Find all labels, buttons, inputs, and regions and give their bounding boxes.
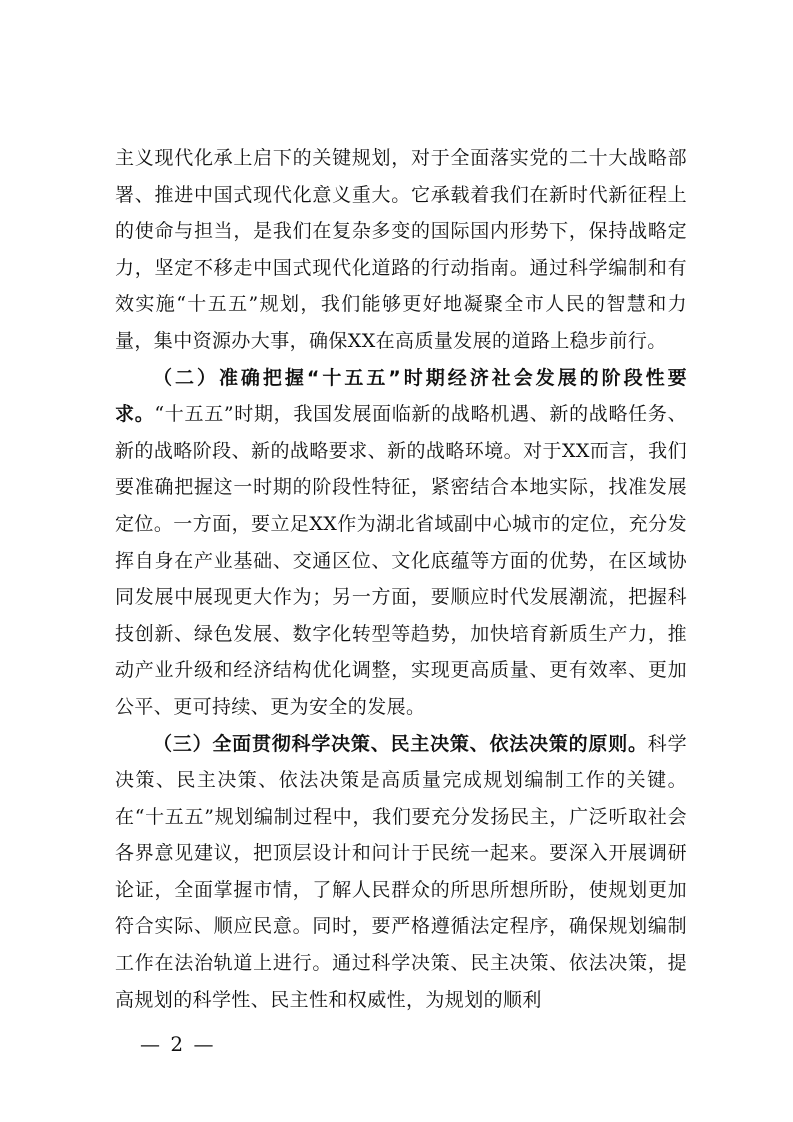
paragraph-text: “十五五”时期，我国发展面临新的战略机遇、新的战略任务、新的战略阶段、新的战略要求、新的战略环境。对于XX而言，我们要准确把握这一时期的阶段性特征，紧密结合本地实际，找准发展定位。一方面，要立足XX作为湖北省域副中心城市的定位，充分发挥自身在产业基础、交通区位、文化底蕴等方面的优势，在区域协同发展中展现更大作为；另一方面，要顺应时代发展潮流，把握科技创新、绿色发展、数字化转型等趋势，加快培育新质生产力，推动产业升级和经济结构优化调整，实现更高质量、更有效率、更加公平、更可持续、更为安全的发展。	[115, 403, 687, 718]
document-body	[115, 140, 687, 1018]
section-heading: （二）准确把握“十五五”时期经济社会发展的阶段性要求。	[115, 366, 687, 426]
paragraph-section-3	[115, 726, 687, 1019]
paragraph-continued	[115, 140, 687, 360]
section-heading: （三）全面贯彻科学决策、民主决策、依法决策的原则。	[153, 732, 648, 755]
paragraph-text: 科学决策、民主决策、依法决策是高质量完成规划编制工作的关键。在“十五五”规划编制过程中，我们要充分发扬民主，广泛听取社会各界意见建议，把顶层设计和问计于民统一起来。要深入开展调研论证，全面掌握市情，了解人民群众的所思所想所盼，使规划更加符合实际、顺应民意。同时，要严格遵循法定程序，确保规划编制工作在法治轨道上进行。通过科学决策、民主决策、依法决策，提高规划的科学性、民主性和权威性，为规划的顺利	[115, 732, 687, 1011]
page-number: — 2 —	[140, 1032, 216, 1056]
paragraph-text: 主义现代化承上启下的关键规划，对于全面落实党的二十大战略部署、推进中国式现代化意义重大。它承载着我们在新时代新征程上的使命与担当，是我们在复杂多变的国际国内形势下，保持战略定力，坚定不移走中国式现代化道路的行动指南。通过科学编制和有效实施“十五五”规划，我们能够更好地凝聚全市人民的智慧和力量，集中资源办大事，确保XX在高质量发展的道路上稳步前行。	[115, 147, 687, 352]
paragraph-section-2	[115, 360, 687, 726]
